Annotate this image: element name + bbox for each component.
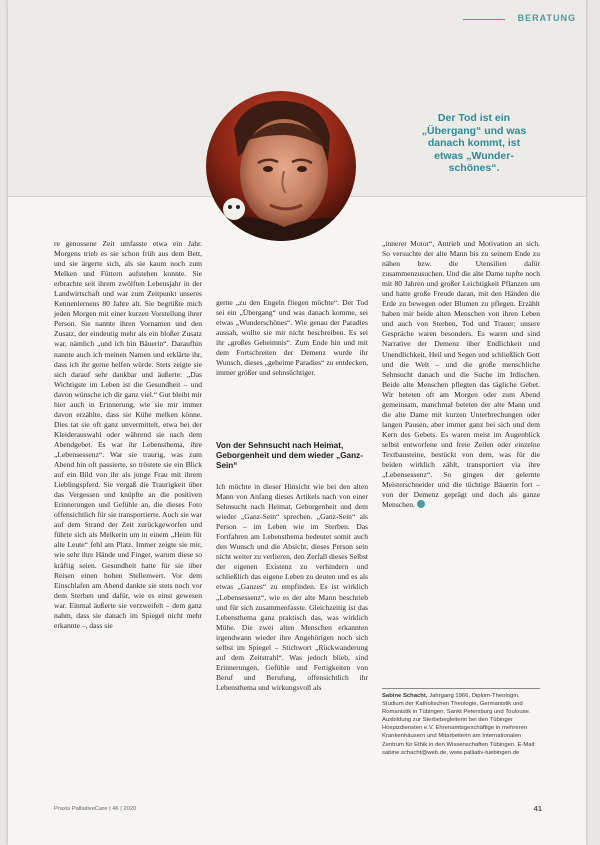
- portrait-illustration: [206, 91, 356, 241]
- page-number: 41: [533, 804, 542, 813]
- article-column-2-top: [216, 298, 368, 378]
- bio-divider: [382, 688, 540, 689]
- column-2-top-text: gerne „zu den Engeln fliegen möchte“. Der Tod sei ein „Übergang“ und was danach komme, sei etwas „Wunderschönes“. Wie genau der Paradies aussah, wollte sie mir nicht beschreiben. Es sei ihr „großes Geheimnis“. Zum Ende hin und mit dem Fortschreiten der Demenz wurde ihr Wunsch, dieses „geheime Paradies“ zu entdecken, immer größer und sehnsüchtiger.: [216, 298, 368, 378]
- section-rule: [463, 19, 505, 20]
- article-subheading: Von der Sehnsucht nach Heimat, Geborgenheit und dem wieder „Ganz-Sein“: [216, 441, 363, 470]
- section-label: BERATUNG: [517, 13, 576, 23]
- circle-end-mark-icon: [417, 500, 425, 508]
- author-bio-text: Jahrgang 1966, Diplom-Theologin, Studium der Katholischen Theologie, Germanistik und Romanistik in Tübingen, Sankt Petersburg und Toulouse. Ausbildung zur Sterbebegleiterin bei den Tübinger Hospizdiensten e.V. Ehrenamtsgeschäftige in mehreren Krankenhäusern und Mitarbeiterin am Internationalen Zentrum für Ethik in den Wissenschaften Tübingen. E-Mail: sabine.schacht@web.de, www.palliativ-tuebingen.de: [382, 693, 536, 756]
- article-column-2-bottom: [216, 482, 368, 693]
- author-name: Sabine Schacht,: [382, 693, 428, 699]
- pull-quote: Der Tod ist ein „Übergang“ und was danach kommt, ist etwas „Wunder-schönes“.: [421, 112, 527, 174]
- article-column-3: [382, 239, 540, 510]
- column-3-paragraph: [382, 239, 540, 510]
- column-3-text: „innerer Motor“, Antrieb und Motivation an sich. So versuchte der alte Mann bis zu seinem Ende zu nähen bzw. die Utensilien dafür zusammenzusuchen. Und die alte Dame tupfte noch mit 80 Jahren und großer Leichtigkeit Pflanzen um und hatte große Freude daran, mit den Händen die Erde zu bewegen oder Blumen zu pflegen. Erzählt haben mir beide alten Menschen von ihren Leben und auch von Sterben, Tod und Trauer; unsere Gespräche waren besonders. Es waren und sind Narrative der Demenz über Endlichkeit und Unendlichkeit, Heil und Segen und schließlich Gott und die Welt – und die große menschliche Sehnsucht danach und die Suche im Irdischen. Beide alte Menschen pflegten das tägliche Gebet. Wir beteten oft am Morgen oder zum Abend gemeinsam, manchmal beteten der alte Mann und die alte Dame mit kurzen Unterbrechungen oder langen Pausen, aber immer ganz bei sich und dem Kern des Gebets. Es waren meist im Augenblick selbst entworfene und freie Zeilen oder einzelne Textbausteine, bestückt von dem, was für die beiden wirklich zählt, transportiert via ihre „Lebensessenz“. So gingen der gelernte Meisterschneider und die tüchtige Bäuerin fort – von der Demenz geprägt und doch als ganze Menschen.: [382, 239, 540, 510]
- magazine-page: [8, 0, 586, 845]
- article-column-1: [54, 239, 202, 631]
- portrait-photo: [206, 91, 356, 241]
- journal-footer: Praxis PalliativeCare | 46 | 2020: [54, 806, 137, 812]
- column-2-bottom-text: Ich möchte in dieser Hinsicht wie bei den alten Mann von Anfang dieses Artikels nach von einer Sehnsucht nach Heimat, Geborgenheit und dem wieder „Ganz-Sein“ sprechen. „Ganz-Sein“ als Person – im Leben wie im Sterben. Das Fortfahren am Lebensthema bedeutet somit auch den Wunsch und die Absicht, dieses Person sein nicht weiter zu verlieren, den Zerfall dieses Selbst der eigenen Existenz zu verhindern und schließlich das eigene Leben zu deuten und es als etwas „Ganzes“ zu empfinden. Es ist wirklich „Lebensessenz“, wie es der alte Mann beschrieb und für sich zusammenfasste. Gleichzeitig ist das Lebensthema ganz praktisch das, was wirklich Mühe. Die zwei alten Menschen erkannten irgendwann wieder ihre Angehörigen noch sich selbst im Spiegel – Stichwort „Rückwanderung auf dem Zeitstrahl“. Was jedoch blieb, sind Erinnerungen, Gefühle und Fertigkeiten von Beruf und Berufung, offensichtlich ihr Lebensthema und wirkungsvoll als: [216, 482, 368, 692]
- column-1-text: re genossene Zeit umfasste etwa ein Jahr. Morgens trieb es sie schon früh aus dem Bett, und sie ärgerte sich, als sie kaum noch zum Melken und Füttern aufstehen konnte. Sie erbrachte seit ihrem zwölften Lebensjahr in der Landwirtschaft und war zum Zeitpunkt unseres Kennenlernens 80 Jahre alt. Sie begrüßte mich jeden Morgen mit einer kurzen Vorstellung ihrer Person. Sie nannte ihren Vornamen und den Zusatz, der eindeutig mehr als ein bloßer Zusatz war, nämlich „und ich bin Bäuerin“. Daraufhin nannte auch ich meinen Namen und erklärte ihr, dass ich ihr gerne helfen würde. Stets zeigte sie sich darauf sehr dankbar und äußerte: „Das Wichtigste im Leben ist die Gesundheit – und davon wünsche ich dir ganz viel.“ Gut bleibt mir hier auch in Erinnerung, wie sie mir immer davon erzählte, dass sie Kühe melken könne. Dies tat sie oft ganz unvermittelt, etwa bei der Kleiderauswahl oder während sie nach dem Abendgebet. Es war ihr Lebensthema, ihre „Lebensessenz“. War sie traurig, was zum Abend hin oft passierte, so tröstete sie ein Blick auf ein Bild von ihr als junge Frau mit ihrem Lieblingspferd. Sie vergaß die Traurigkeit über das Vergessen und knüpfte an die positiven Erinnerungen und Gefühle an, die dieses Foto offensichtlich für sie transportierte. Auch sie war auf dem Strand der Zeit zurückgeworfen und führte sich als Melkerin um in einem „Heim für alte Leute“ fehl am Platz. Immer zeigte sie mir, wie sehr ihre Hände und Finger, warum diese so kräftig seien. Gesundheit hatte für sie über Reisen einen hohen Stellenwert. Vor dem Einschlafen am Abend dankte sie stets noch vor dem Sterben und dafür, wie es einst gewesen war. Einmal äußerte sie verzweifelt – dem ganz nahm, dass sie danach im Spiegel nicht mehr erkannte –, dass sie: [54, 239, 202, 630]
- author-bio: [382, 692, 540, 757]
